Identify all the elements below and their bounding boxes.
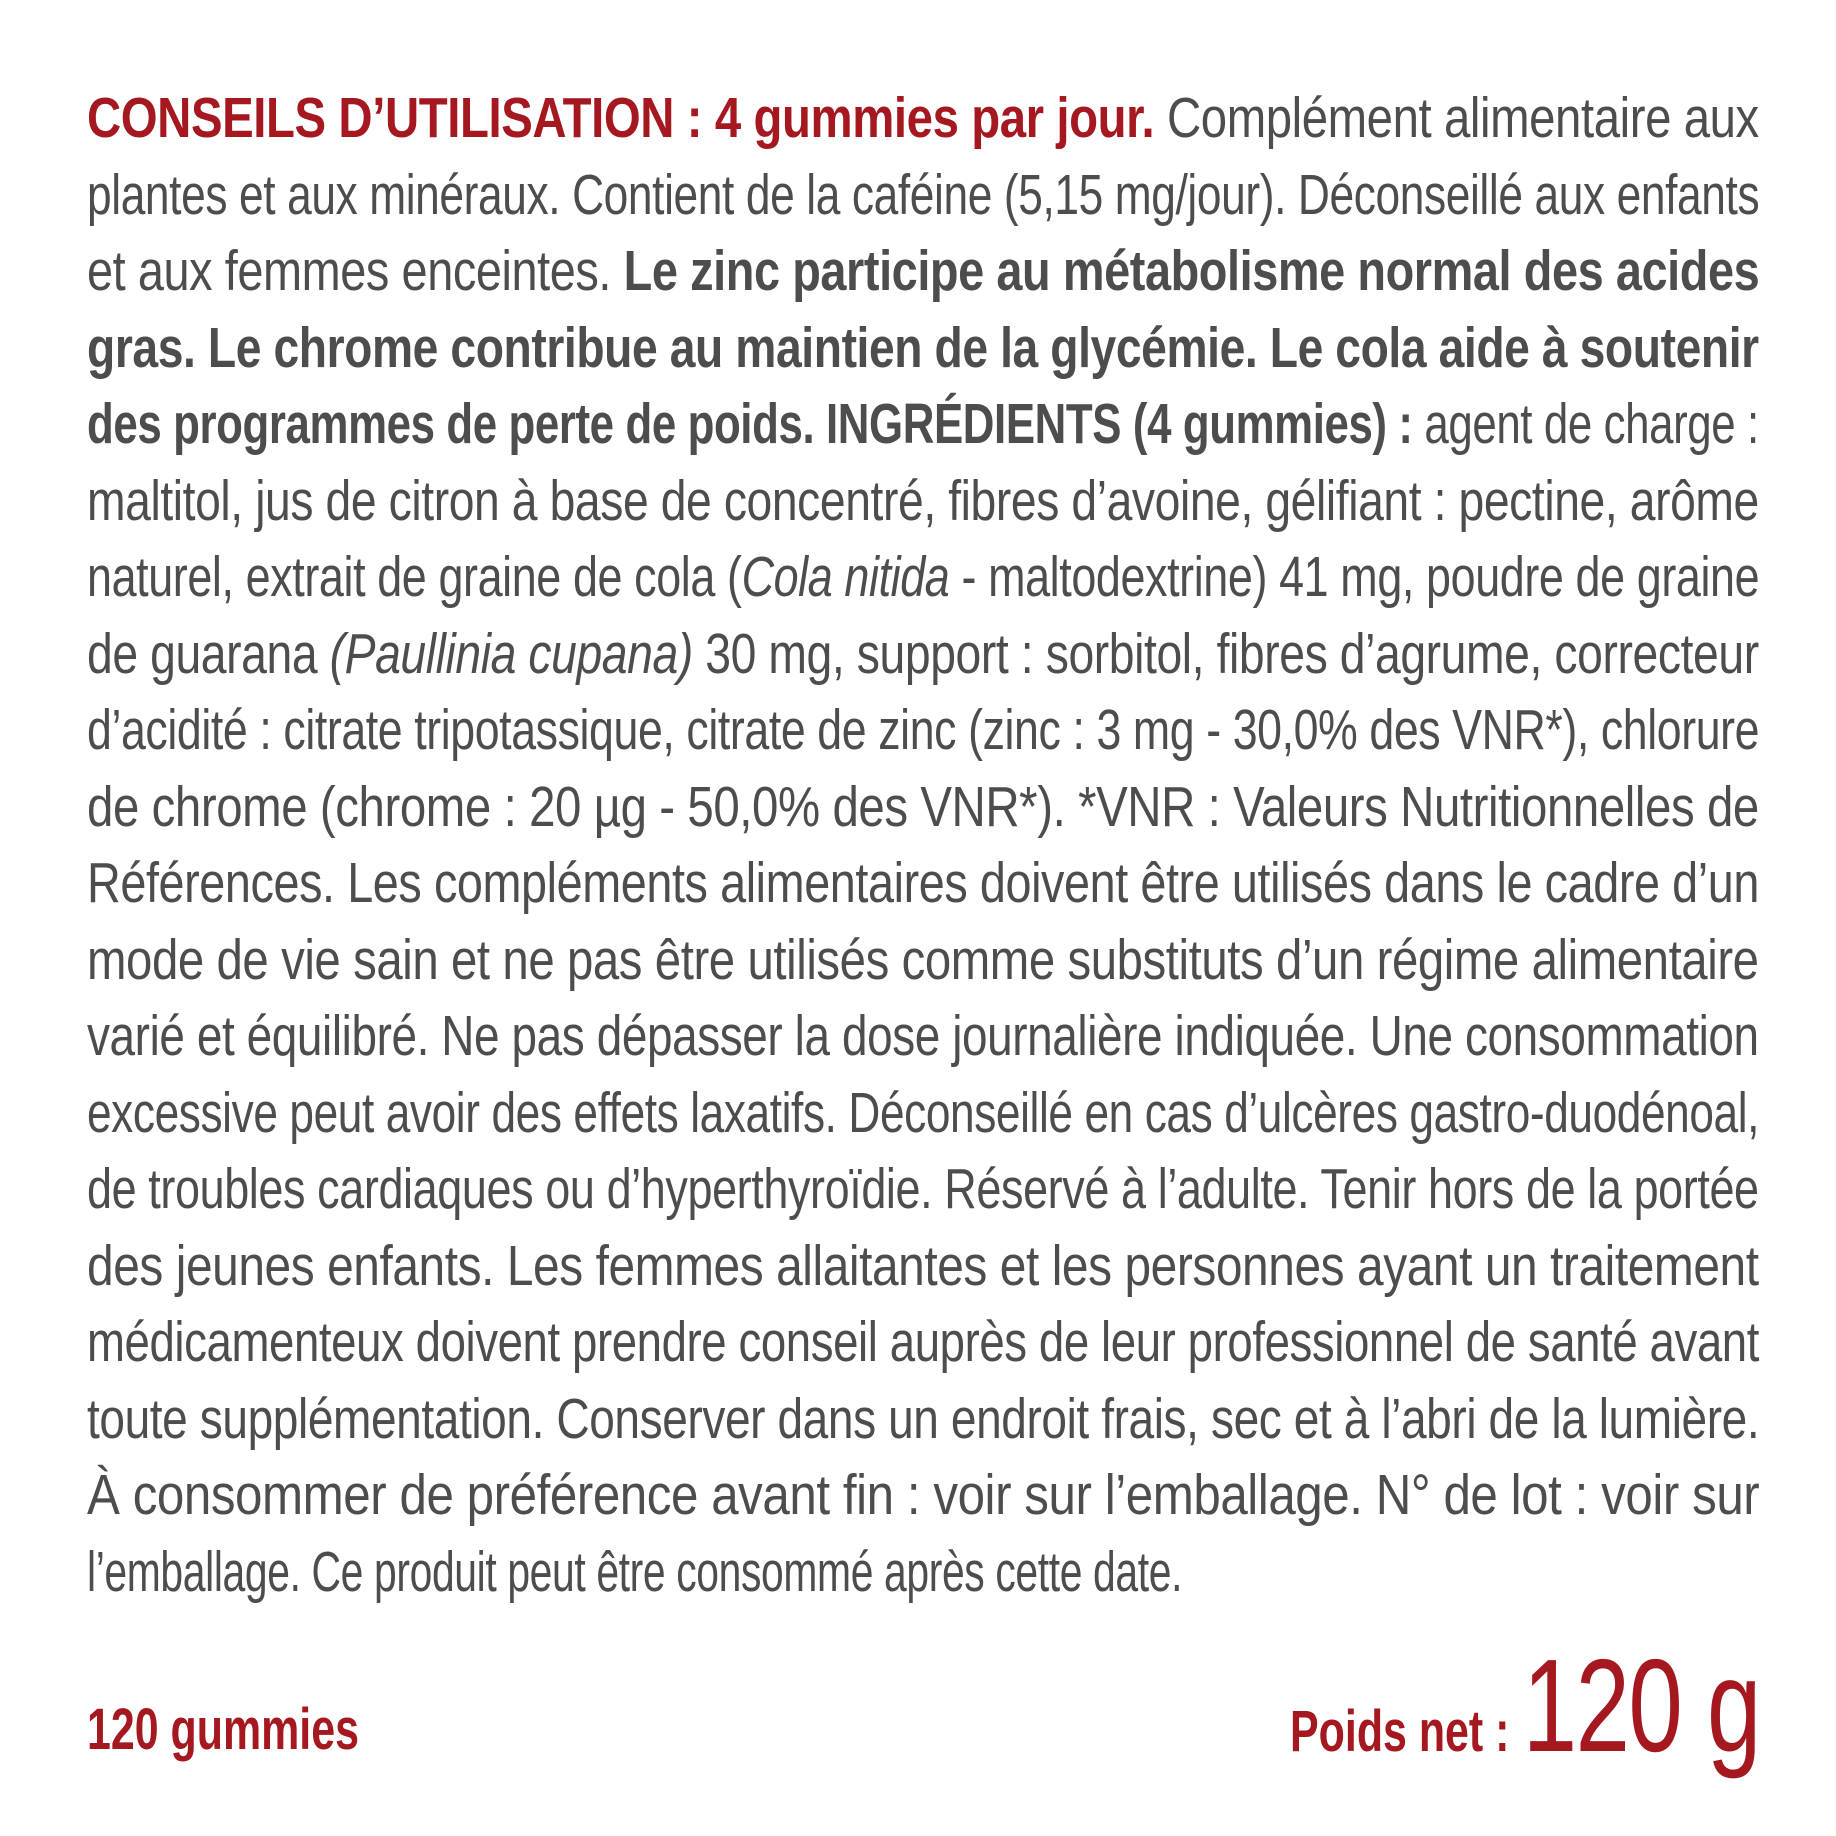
net-weight — [1290, 1630, 1760, 1781]
label-text-line — [87, 1075, 1759, 1151]
body-text: d’acidité : citrate tripotassique, citrate de zinc (zinc : 3 mg - 30,0% des VNR*), chlorure — [87, 698, 1760, 762]
label-text-line — [87, 922, 1759, 998]
label-text-line — [87, 692, 1759, 768]
body-text: maltitol, jus de citron à base de concentré, fibres d’avoine, gélifiant : pectine, arôme — [87, 468, 1759, 533]
health-claim-text: gras. Le chrome contribue au maintien de la glycémie. Le cola aide à soutenir — [87, 315, 1759, 380]
label-text-line — [87, 157, 1759, 233]
body-text: varié et équilibré. Ne pas dépasser la dose journalière indiquée. Une consommation — [87, 1004, 1759, 1068]
label-text-line — [87, 310, 1759, 386]
body-text: Références. Les compléments alimentaires doivent être utilisés dans le cadre d’un — [87, 851, 1759, 915]
usage-heading: CONSEILS D’UTILISATION : 4 gummies par jour. — [87, 86, 1168, 150]
net-weight-label: Poids net : — [1290, 1699, 1510, 1764]
body-text: de guarana — [87, 621, 330, 686]
label-text-line — [87, 233, 1759, 309]
label-text-line — [87, 1457, 1759, 1533]
body-text: des jeunes enfants. Les femmes allaitantes et les personnes ayant un traitement — [87, 1233, 1759, 1298]
label-text-line — [87, 1151, 1759, 1227]
label-text-line — [87, 463, 1759, 539]
gummies-count: 120 gummies — [87, 1697, 359, 1762]
body-text: l’emballage. Ce produit peut être consommé après cette date. — [87, 1539, 1183, 1604]
label-text-line — [87, 769, 1759, 845]
label-text-line — [87, 1534, 1182, 1610]
latin-name: (Paullinia cupana) — [329, 621, 693, 686]
body-text: Complément alimentaire aux — [1167, 86, 1759, 150]
net-weight-value: 120 g — [1522, 1632, 1760, 1779]
body-text: - maltodextrine) 41 mg, poudre de graine — [949, 545, 1760, 609]
body-text: médicamenteux doivent prendre conseil auprès de leur professionnel de santé avant — [87, 1310, 1759, 1374]
body-text: plantes et aux minéraux. Contient de la caféine (5,15 mg/jour). Déconseillé aux enfants — [87, 162, 1760, 227]
body-text: agent de charge : — [1424, 392, 1759, 456]
body-text: excessive peut avoir des effets laxatifs. Déconseillé en cas d’ulcères gastro-duodénoal, — [87, 1080, 1760, 1145]
body-text: 30 mg, support : sorbitol, fibres d’agrume, correcteur — [692, 621, 1759, 686]
label-text-line — [87, 616, 1759, 692]
health-claim-text: Le zinc participe au métabolisme normal des acides — [623, 239, 1760, 303]
label-text-line — [87, 845, 1759, 921]
body-text: naturel, extrait de graine de cola ( — [87, 545, 742, 609]
body-text: de troubles cardiaques ou d’hyperthyroïdie. Réservé à l’adulte. Tenir hors de la portée — [87, 1157, 1759, 1221]
latin-name: Cola nitida — [741, 545, 950, 609]
label-text-line — [87, 1381, 1759, 1457]
label-text-line — [87, 1304, 1759, 1380]
body-text: mode de vie sain et ne pas être utilisés comme substituts d’un régime alimentaire — [87, 927, 1759, 992]
body-text: et aux femmes enceintes. — [87, 239, 624, 303]
health-claim-text: des programmes de perte de poids. INGRÉDIENTS (4 gummies) : — [87, 392, 1425, 456]
label-text-line — [87, 539, 1759, 615]
label-text-line — [87, 998, 1759, 1074]
label-text-line — [87, 80, 1759, 156]
label-text-line — [87, 386, 1759, 462]
label-text-line — [87, 1228, 1759, 1304]
body-text: de chrome (chrome : 20 µg - 50,0% des VNR*). *VNR : Valeurs Nutritionnelles de — [87, 774, 1759, 839]
body-text: À consommer de préférence avant fin : voir sur l’emballage. N° de lot : voir sur — [87, 1463, 1760, 1527]
body-text: toute supplémentation. Conserver dans un endroit frais, sec et à l’abri de la lumière. — [87, 1386, 1760, 1451]
